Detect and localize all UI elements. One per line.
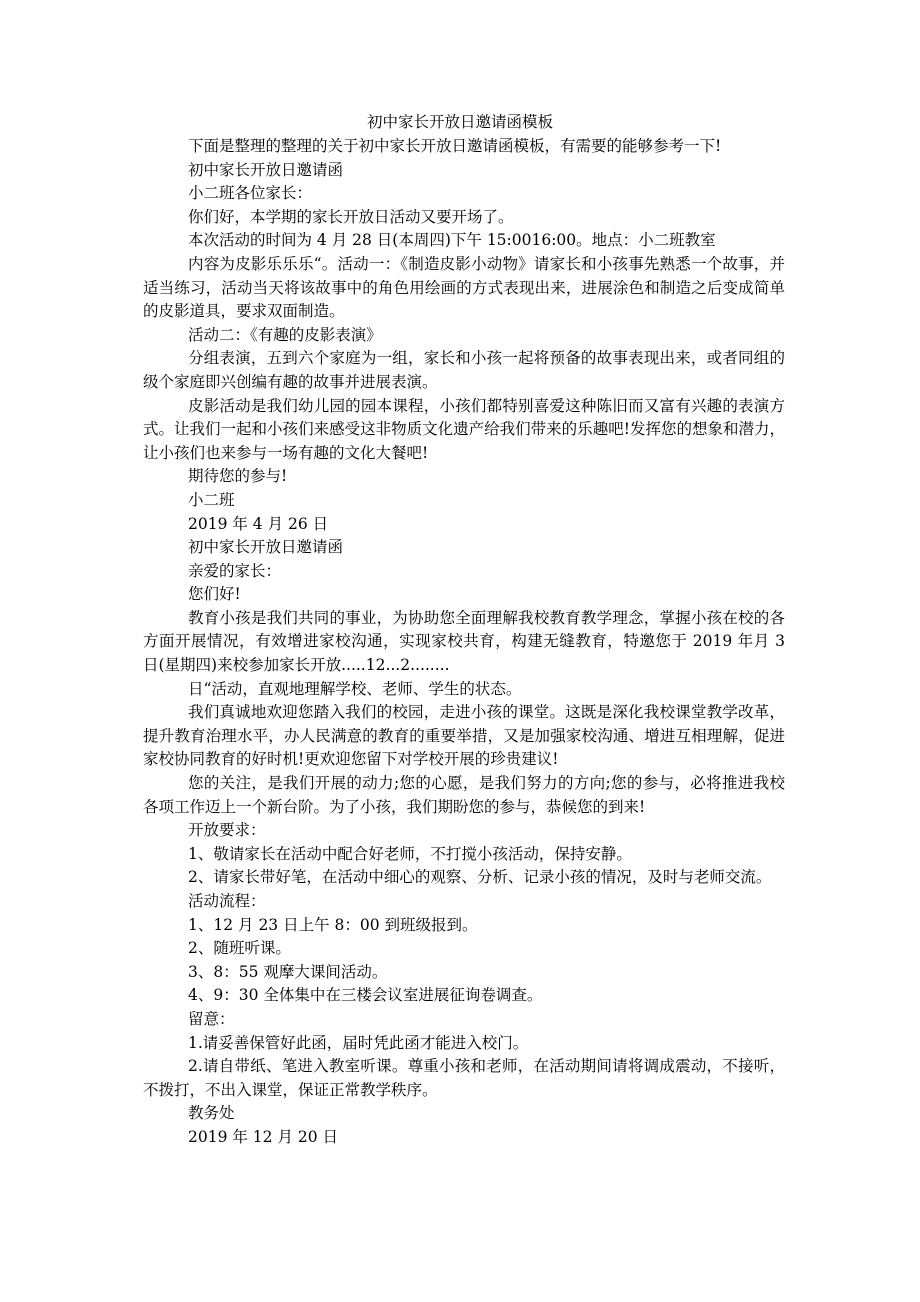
signature-date: 2019 年 12 月 20 日 xyxy=(188,1127,339,1146)
invitation-continuation: 日“活动，直观地理解学校、老师、学生的状态。 xyxy=(188,679,522,698)
salutation: 小二班各位家长： xyxy=(188,184,313,203)
signature-date: 2019 年 4 月 26 日 xyxy=(188,514,329,533)
welcome-paragraph: 我们真诚地欢迎您踏入我们的校园，走进小孩的课堂。这既是深化我校课堂教学改革，提升教育治理水平，办人民满意的教育的重要举措，又是加强家校沟通、增进互相理解，促进家校协同教育的好时机!更欢迎您留下对学校开展的珍贵建议! xyxy=(143,703,785,769)
schedule-item: 4、9：30 全体集中在三楼会议室进展征询卷调查。 xyxy=(188,986,543,1005)
letter-heading: 初中家长开放日邀请函 xyxy=(188,160,344,179)
schedule-item: 1、12 月 23 日上午 8：00 到班级报到。 xyxy=(188,915,478,934)
activity-one-paragraph: 内容为皮影乐乐乐“。活动一：《制造皮影小动物》请家长和小孩事先熟悉一个故事，并适当练习，活动当天将该故事中的角色用绘画的方式表现出来，进展涂色和制造之后变成简单的皮影道具，要求双面制造。 xyxy=(143,254,785,321)
time-place-paragraph: 本次活动的时间为 4 月 28 日(本周四)下午 15:0016:00。地点：小二班教室 xyxy=(188,231,716,250)
schedule-heading: 活动流程： xyxy=(188,892,266,910)
closing-line: 期待您的参与! xyxy=(188,467,288,486)
salutation: 亲爱的家长： xyxy=(188,561,282,580)
signature: 教务处 xyxy=(188,1104,235,1123)
activity-two-paragraph: 分组表演，五到六个家庭为一组，家长和小孩一起将预备的故事表现出来，或者同组的级个家庭即兴创编有趣的故事并进展表演。 xyxy=(143,349,785,391)
shadow-play-paragraph: 皮影活动是我们幼儿园的园本课程，小孩们都特别喜爱这种陈旧而又富有兴趣的表演方式。让我们一起和小孩们来感受这非物质文化遗产给我们带来的乐趣吧!发挥您的想象和潜力，让小孩们也来参与一场有趣的文化大餐吧! xyxy=(143,396,785,462)
note-item: 1.请妥善保管好此函，届时凭此函才能进入校门。 xyxy=(188,1033,529,1052)
schedule-item: 2、随班听课。 xyxy=(188,939,291,958)
greeting: 您们好! xyxy=(188,585,241,604)
schedule-item: 3、8：55 观摩大课间活动。 xyxy=(188,962,388,981)
invitation-paragraph: 教育小孩是我们共同的事业，为协助您全面理解我校教育教学理念，掌握小孩在校的各方面开展情况，有效增进家校沟通，实现家校共育，构建无缝教育，特邀您于 2019 年月 3 日(星期四)来校参加家长开放.....12...2........ xyxy=(143,608,785,675)
activity-two-heading: 活动二：《有趣的皮影表演》 xyxy=(188,325,382,344)
document-title: 初中家长开放日邀请函模板 xyxy=(366,113,553,131)
requirements-heading: 开放要求： xyxy=(188,821,266,840)
requirement-item: 2、请家长带好笔，在活动中细心的观察、分析、记录小孩的情况，及时与老师交流。 xyxy=(188,868,772,887)
letter-heading: 初中家长开放日邀请函 xyxy=(188,538,344,557)
attention-paragraph: 您的关注，是我们开展的动力;您的心愿，是我们努力的方向;您的参与，必将推进我校各项工作迈上一个新台阶。为了小孩，我们期盼您的参与，恭候您的到来! xyxy=(143,774,785,816)
intro-paragraph: 下面是整理的整理的关于初中家长开放日邀请函模板，有需要的能够参考一下! xyxy=(188,137,722,155)
signature: 小二班 xyxy=(188,490,235,509)
document-body xyxy=(143,135,785,1150)
note-item: 2.请自带纸、笔进入教室听课。尊重小孩和老师，在活动期间请将调成震动，不接听，不拨打，不出入课堂，保证正常教学秩序。 xyxy=(143,1057,785,1099)
greeting: 你们好，本学期的家长开放日活动又要开场了。 xyxy=(188,207,514,226)
requirement-item: 1、敬请家长在活动中配合好老师，不打搅小孩活动，保持安静。 xyxy=(188,844,632,863)
notes-heading: 留意： xyxy=(188,1009,235,1028)
